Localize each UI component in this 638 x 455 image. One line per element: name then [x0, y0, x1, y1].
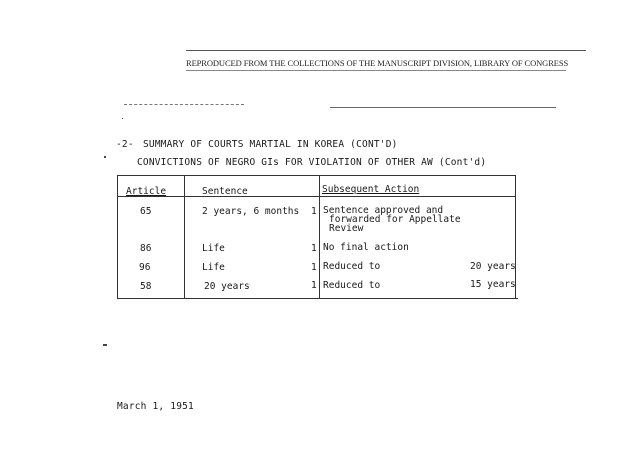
table-top-border	[117, 175, 515, 176]
article-cell: 58	[140, 281, 152, 292]
action-cell: forwarded for Appellate	[329, 214, 461, 225]
term-cell: 15 years	[470, 279, 516, 290]
subheading: CONVICTIONS OF NEGRO GIs FOR VIOLATION OF OTHER AW (Cont'd)	[137, 157, 487, 168]
table-bottom-border	[117, 298, 518, 299]
separator-rule	[330, 107, 556, 108]
sentence-cell: Life	[202, 262, 225, 273]
table-divider-1	[184, 175, 185, 298]
top-rule	[186, 50, 586, 51]
sentence-cell: 2 years, 6 months	[202, 206, 300, 217]
article-cell: 86	[140, 243, 152, 254]
count-cell: 1	[311, 206, 317, 217]
action-cell: Sentence approved and	[323, 205, 444, 216]
heading: SUMMARY OF COURTS MARTIAL IN KOREA (CONT'D)	[143, 139, 398, 150]
count-cell: 1	[311, 262, 317, 273]
article-cell: 65	[140, 206, 152, 217]
header-subsequent-action: Subsequent Action	[322, 184, 420, 195]
header-sentence: Sentence	[202, 186, 248, 197]
action-cell: Reduced to	[323, 261, 381, 272]
table-divider-2	[319, 175, 320, 298]
sentence-cell: 20 years	[204, 281, 250, 292]
scan-speck	[104, 156, 106, 158]
action-cell: Reduced to	[323, 280, 381, 291]
term-cell: 20 years	[470, 261, 516, 272]
archive-banner: REPRODUCED FROM THE COLLECTIONS OF THE MANUSCRIPT DIVISION, LIBRARY OF CONGRESS	[186, 58, 569, 68]
document-date: March 1, 1951	[117, 401, 194, 412]
sentence-cell: Life	[202, 243, 225, 254]
count-cell: 1	[311, 280, 317, 291]
scan-speck	[122, 118, 123, 119]
banner-underline	[186, 70, 566, 71]
table-header-border	[117, 196, 515, 197]
separator-dash	[124, 104, 244, 105]
count-cell: 1	[311, 243, 317, 254]
scan-speck	[103, 344, 107, 346]
action-cell: Review	[329, 223, 364, 234]
page-marker: -2-	[116, 139, 134, 150]
article-cell: 96	[139, 262, 151, 273]
header-article: Article	[126, 186, 167, 197]
action-cell: No final action	[323, 242, 409, 253]
table-left-border	[117, 175, 118, 298]
